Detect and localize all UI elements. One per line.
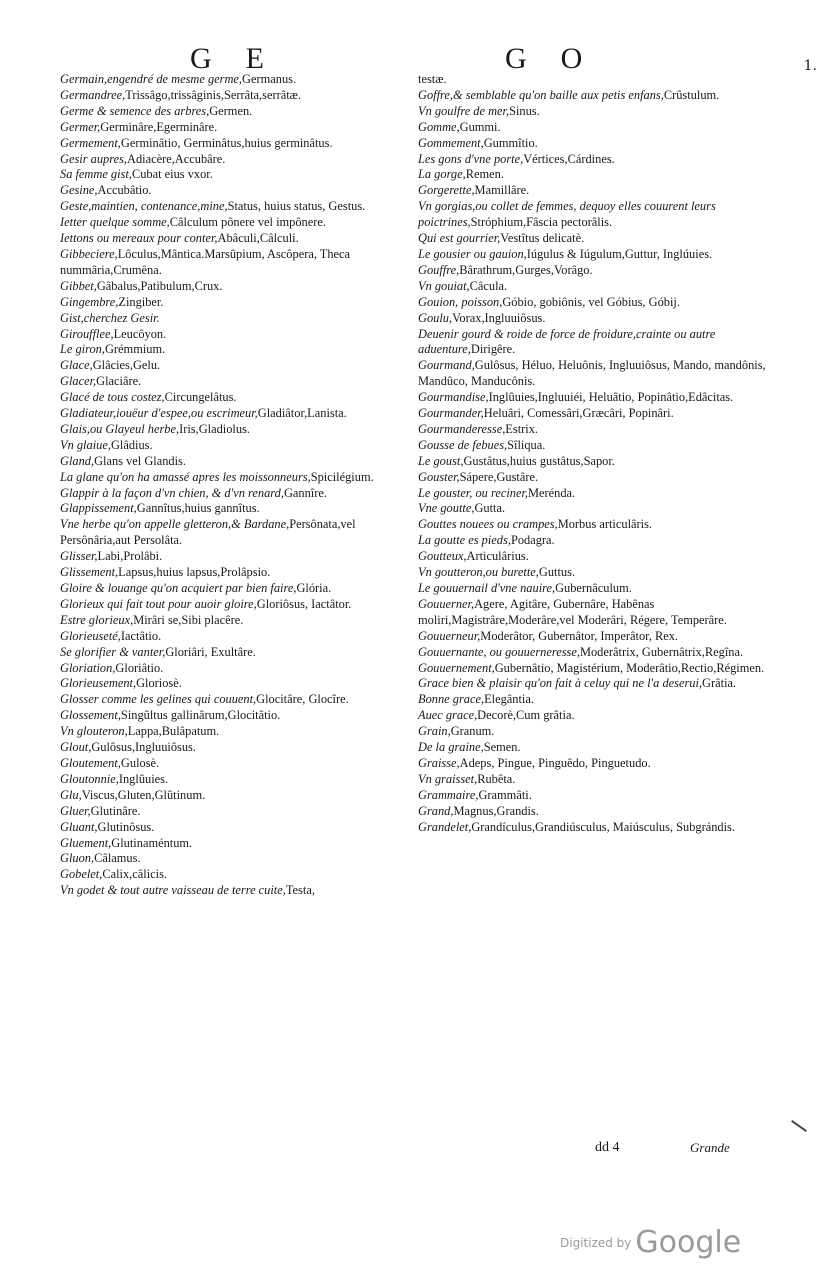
french-headword: Germandree, xyxy=(60,87,126,102)
dictionary-entry xyxy=(418,645,776,661)
dictionary-entry xyxy=(418,756,776,772)
dictionary-entry xyxy=(418,152,776,168)
latin-equivalent: Grâtia. xyxy=(702,676,737,691)
french-headword: Vne goutte, xyxy=(418,501,475,516)
dictionary-entry xyxy=(60,756,410,772)
french-headword: Vn graisset, xyxy=(418,771,478,786)
corner-mark: 1. xyxy=(803,58,817,74)
latin-equivalent: Agere, Agitâre, Gubernâre, Habênas moliri,Magistrâre,Moderâre,vel Moderâri, Régere, Temperâre. xyxy=(418,596,727,627)
french-headword: Germe & semence des arbres, xyxy=(60,103,210,118)
dictionary-entry xyxy=(418,597,776,629)
dictionary-entry xyxy=(60,406,410,422)
latin-equivalent: Germinâre,Egerminâre. xyxy=(100,119,218,134)
dictionary-entry xyxy=(60,820,410,836)
latin-equivalent: Heluâri, Comessâri,Græcâri, Popinâri. xyxy=(483,406,674,421)
dictionary-entry xyxy=(418,247,776,263)
french-headword: La glane qu'on ha amassé apres les moissonneurs, xyxy=(60,469,311,484)
dictionary-entry xyxy=(60,454,410,470)
french-headword: Glorieuseté, xyxy=(60,628,121,643)
dictionary-entry xyxy=(60,565,410,581)
french-headword: Grandelet, xyxy=(418,819,472,834)
dictionary-entry xyxy=(60,231,410,247)
french-headword: Glappissement, xyxy=(60,501,137,516)
dictionary-entry xyxy=(418,104,776,120)
french-headword: Germain,engendré de mesme germe, xyxy=(60,72,243,86)
latin-equivalent: Mamillâre. xyxy=(474,183,530,198)
dictionary-entry xyxy=(418,533,776,549)
dictionary-entry xyxy=(418,263,776,279)
google-logo: Google xyxy=(635,1225,742,1260)
latin-equivalent: Gulosè. xyxy=(120,755,160,770)
latin-equivalent: Sîliqua. xyxy=(507,437,546,452)
french-headword: Goutteux, xyxy=(418,549,467,564)
dictionary-entry xyxy=(418,231,776,247)
latin-equivalent: Decorè,Cum grâtia. xyxy=(477,708,575,723)
right-column xyxy=(418,72,776,836)
dictionary-entry xyxy=(60,613,410,629)
dictionary-entry xyxy=(418,454,776,470)
dictionary-entry xyxy=(60,247,410,279)
french-headword: Glacé de tous costez, xyxy=(60,390,165,405)
latin-equivalent: Gubernâtio, Magistérium, Moderâtio,Rectio,Régimen. xyxy=(494,660,765,675)
french-headword: Gourmand, xyxy=(418,358,475,373)
latin-equivalent: Gubernâculum. xyxy=(555,581,632,595)
latin-equivalent: Status, huius status, Gestus. xyxy=(227,199,366,214)
latin-equivalent: Estrix. xyxy=(505,421,538,436)
dictionary-entry xyxy=(418,486,776,502)
latin-equivalent: Singûltus gallinârum,Glocitâtio. xyxy=(120,708,281,723)
dictionary-entry xyxy=(60,740,410,756)
dictionary-entry xyxy=(418,88,776,104)
latin-equivalent: Glutinôsus. xyxy=(97,819,155,834)
dictionary-entry xyxy=(418,565,776,581)
french-headword: Gloutement, xyxy=(60,755,121,770)
french-headword: Gladiateur,iouëur d'espee,ou escrimeur, xyxy=(60,406,258,421)
latin-equivalent: Persônata,vel Persônâria,aut Persolâta. xyxy=(60,517,356,548)
latin-equivalent: Granum. xyxy=(450,724,495,739)
french-headword: Glais,ou Glayeul herbe, xyxy=(60,421,180,436)
dictionary-entry xyxy=(60,199,410,215)
watermark-prefix: Digitized by xyxy=(560,1235,632,1250)
french-headword: Deuenir gourd & roide de force de froidure,crainte ou autre aduenture, xyxy=(418,326,716,357)
dictionary-entry xyxy=(418,295,776,311)
dictionary-entry xyxy=(418,72,776,88)
signature-mark: dd 4 xyxy=(595,1140,620,1155)
french-headword: Graisse, xyxy=(418,755,460,770)
french-headword: Gloutonnie, xyxy=(60,771,119,786)
french-headword: Se glorifier & vanter, xyxy=(60,644,166,659)
latin-equivalent: Semen. xyxy=(483,740,521,755)
latin-equivalent: Crûstulum. xyxy=(663,87,720,102)
dictionary-entry xyxy=(418,517,776,533)
dictionary-entry xyxy=(418,692,776,708)
dictionary-entry xyxy=(60,88,410,104)
latin-equivalent: Stróphium,Fâscia pectorâlis. xyxy=(470,215,613,230)
latin-equivalent: Câlamus. xyxy=(94,851,141,866)
latin-equivalent: Morbus articulâris. xyxy=(557,517,653,532)
dictionary-entry xyxy=(60,215,410,231)
latin-equivalent: Leucôyon. xyxy=(113,326,167,341)
dictionary-entry xyxy=(418,788,776,804)
latin-equivalent: Câcula. xyxy=(469,278,508,293)
dictionary-entry xyxy=(60,327,410,343)
french-headword: Grammaire, xyxy=(418,787,479,802)
latin-equivalent: Circungelâtus. xyxy=(164,390,237,405)
french-headword: La goutte es pieds, xyxy=(418,533,511,548)
latin-equivalent: Gummîtio. xyxy=(483,135,538,150)
margin-mark xyxy=(791,1120,807,1132)
french-headword: Vne herbe qu'on appelle gletteron,& Bardane, xyxy=(60,517,290,532)
latin-equivalent: Câlculum pônere vel impônere. xyxy=(169,215,326,230)
dictionary-entry xyxy=(60,804,410,820)
dictionary-entry xyxy=(60,645,410,661)
french-headword: Le gouster, ou reciner, xyxy=(418,485,529,500)
dictionary-entry xyxy=(60,295,410,311)
french-headword: Glisser, xyxy=(60,549,98,564)
french-headword: Glout, xyxy=(60,740,92,755)
latin-equivalent: Góbio, gobiônis, vel Góbius, Góbij. xyxy=(502,294,680,309)
french-headword: Le gouuernail d'vne nauire, xyxy=(418,581,556,595)
dictionary-entry xyxy=(60,104,410,120)
latin-equivalent: Gummi. xyxy=(459,119,501,134)
french-headword: Glossement, xyxy=(60,708,121,723)
latin-equivalent: Glaciâre. xyxy=(96,374,142,389)
latin-equivalent: Iris,Gladiolus. xyxy=(179,421,250,436)
dictionary-entry xyxy=(418,438,776,454)
latin-equivalent: Grémmium. xyxy=(104,342,166,357)
latin-equivalent: Gloriâri, Exultâre. xyxy=(165,644,256,659)
latin-equivalent: Moderâtrix, Gubernâtrix,Regîna. xyxy=(579,644,744,659)
french-headword: Glace, xyxy=(60,358,93,373)
latin-equivalent: Glâcies,Gelu. xyxy=(92,358,161,373)
french-headword: Le gousier ou gauion, xyxy=(418,246,527,261)
latin-equivalent: Remen. xyxy=(465,167,504,182)
latin-equivalent: Viscus,Gluten,Glûtinum. xyxy=(81,787,206,802)
latin-equivalent: Glocitâre, Glocîre. xyxy=(256,692,349,707)
french-headword: Gluement, xyxy=(60,835,112,850)
latin-equivalent: Adiacère,Accubâre. xyxy=(127,151,226,166)
french-headword: Gourmandise, xyxy=(418,390,489,405)
latin-equivalent: Adeps, Pingue, Pinguêdo, Pinguetudo. xyxy=(459,755,651,770)
dictionary-entry xyxy=(418,327,776,359)
latin-equivalent: Glâdius. xyxy=(110,437,153,452)
dictionary-entry xyxy=(60,581,410,597)
dictionary-entry xyxy=(60,772,410,788)
latin-equivalent: Dirigêre. xyxy=(470,342,516,357)
dictionary-entry xyxy=(418,804,776,820)
french-headword: Vn gorgias,ou collet de femmes, dequoy elles couurent leurs poictrines, xyxy=(418,199,716,230)
french-headword: Gousse de febues, xyxy=(418,437,508,452)
dictionary-entry xyxy=(60,549,410,565)
dictionary-entry xyxy=(60,438,410,454)
latin-equivalent: Lôculus,Mântica.Marsûpium, Ascôpera, Theca nummâria,Crumêna. xyxy=(60,246,351,277)
french-headword: Gluer, xyxy=(60,803,91,818)
dictionary-entry xyxy=(418,136,776,152)
french-headword: Vn glaiue, xyxy=(60,437,111,452)
latin-equivalent: Germanus. xyxy=(242,72,297,86)
french-headword: Iettons ou mereaux pour conter, xyxy=(60,231,218,246)
dictionary-entry xyxy=(60,708,410,724)
latin-equivalent: Magnus,Grandis. xyxy=(453,803,539,818)
french-headword: Gloire & louange qu'on acquiert par bien faire, xyxy=(60,581,297,595)
french-headword: Bonne grace, xyxy=(418,692,485,707)
dictionary-entry xyxy=(418,740,776,756)
french-headword: Glu, xyxy=(60,787,82,802)
dictionary-entry xyxy=(418,390,776,406)
latin-equivalent: Labi,Prolâbi. xyxy=(97,549,163,564)
latin-equivalent: Gladiâtor,Lanista. xyxy=(257,406,347,421)
latin-equivalent: Gannîre. xyxy=(283,485,327,500)
dictionary-entry xyxy=(60,851,410,867)
french-headword: Glappir à la façon d'vn chien, & d'vn renard, xyxy=(60,485,284,500)
latin-equivalent: Moderâtor, Gubernâtor, Imperâtor, Rex. xyxy=(480,628,679,643)
dictionary-entry xyxy=(418,724,776,740)
latin-equivalent: Abâculi,Câlculi. xyxy=(217,231,299,246)
header-right-letters: GO xyxy=(505,42,617,75)
dictionary-entry xyxy=(60,661,410,677)
french-headword: Grace bien & plaisir qu'on fait à celuy qui ne l'a deserui, xyxy=(418,676,703,691)
french-headword: Vn goulfre de mer, xyxy=(418,103,510,118)
latin-equivalent: Guttus. xyxy=(538,565,576,580)
latin-equivalent: Spicilégium. xyxy=(310,469,374,484)
dictionary-entry xyxy=(60,390,410,406)
latin-equivalent: Vorax,Ingluuiôsus. xyxy=(452,310,546,325)
french-headword: Glorieusement, xyxy=(60,676,137,691)
french-headword: Vn goutteron,ou burette, xyxy=(418,565,539,580)
dictionary-entry xyxy=(418,279,776,295)
dictionary-entry xyxy=(60,486,410,502)
french-headword: Sa femme gist, xyxy=(60,167,132,182)
latin-equivalent: Zingiber. xyxy=(118,294,164,309)
french-headword: Gorgerette, xyxy=(418,183,475,198)
french-headword: Gibbeciere, xyxy=(60,246,118,261)
latin-equivalent: Calix,câlicis. xyxy=(102,867,168,882)
french-headword: Giroufflee, xyxy=(60,326,114,341)
french-headword: Estre glorieux, xyxy=(60,612,134,627)
dictionary-entry xyxy=(418,820,776,836)
french-headword: Qui est gourrier, xyxy=(418,231,501,246)
latin-equivalent: Gulôsus,Ingluuiôsus. xyxy=(91,740,196,755)
latin-equivalent: Sinus. xyxy=(509,103,540,118)
french-headword: Ietter quelque somme, xyxy=(60,215,170,230)
french-headword: Le goust, xyxy=(418,453,464,468)
dictionary-entry xyxy=(60,470,410,486)
french-headword: Glissement, xyxy=(60,565,119,580)
french-headword: Glacer, xyxy=(60,374,97,389)
latin-equivalent: Inglûuies. xyxy=(118,771,169,786)
latin-equivalent: Iúgulus & Iúgulum,Guttur, Inglúuies. xyxy=(526,246,713,261)
dictionary-entry xyxy=(418,549,776,565)
french-headword: Gloriation, xyxy=(60,660,116,675)
french-headword: De la graine, xyxy=(418,740,484,755)
latin-equivalent: Mirâri se,Sibi placêre. xyxy=(133,612,244,627)
dictionary-entry xyxy=(60,72,410,88)
french-headword: Gouster, xyxy=(418,469,460,484)
french-headword: Gouuernement, xyxy=(418,660,495,675)
french-headword: Les gons d'vne porte, xyxy=(418,151,524,166)
dictionary-entry xyxy=(60,374,410,390)
dictionary-entry xyxy=(60,152,410,168)
latin-equivalent: Bârathrum,Gurges,Vorâgo. xyxy=(459,262,593,277)
french-headword: Gouion, poisson, xyxy=(418,294,503,309)
dictionary-entry xyxy=(60,517,410,549)
latin-equivalent: Iactâtio. xyxy=(120,628,162,643)
dictionary-entry xyxy=(418,120,776,136)
dictionary-entry xyxy=(418,311,776,327)
latin-equivalent: Lapsus,huius lapsus,Prolâpsio. xyxy=(118,565,271,580)
french-headword: Gouttes nouees ou crampes, xyxy=(418,517,558,532)
dictionary-entry xyxy=(418,199,776,231)
latin-equivalent: Gloriôsus, Iactâtor. xyxy=(256,596,352,611)
latin-equivalent: Glans vel Glandis. xyxy=(94,453,186,468)
dictionary-entry xyxy=(60,167,410,183)
dictionary-entry xyxy=(418,501,776,517)
dictionary-entry xyxy=(418,167,776,183)
latin-equivalent: Sápere,Gustâre. xyxy=(459,469,539,484)
french-headword: Gesir aupres, xyxy=(60,151,127,166)
dictionary-entry xyxy=(418,661,776,677)
latin-equivalent: Rubêta. xyxy=(477,771,516,786)
french-headword: Gesine, xyxy=(60,183,98,198)
latin-equivalent: Germinâtio, Germinâtus,huius germinâtus. xyxy=(120,135,333,150)
latin-equivalent: Gustâtus,huius gustâtus,Sapor. xyxy=(463,453,615,468)
french-headword: Glosser comme les gelines qui couuent, xyxy=(60,692,257,707)
latin-equivalent: Gutta. xyxy=(474,501,506,516)
french-headword: Gouuerneur, xyxy=(418,628,481,643)
french-headword: Gist,cherchez Gesir. xyxy=(60,310,160,325)
latin-equivalent: Grammâti. xyxy=(478,787,532,802)
french-headword: La gorge, xyxy=(418,167,466,182)
dictionary-entry xyxy=(60,422,410,438)
french-headword: Gland, xyxy=(60,453,95,468)
french-headword: Gluant, xyxy=(60,819,98,834)
latin-equivalent: Vértices,Cárdines. xyxy=(523,151,615,166)
dictionary-entry xyxy=(60,692,410,708)
french-headword: Vn godet & tout autre vaisseau de terre cuite, xyxy=(60,883,286,898)
dictionary-entry xyxy=(60,183,410,199)
latin-equivalent: Accubâtio. xyxy=(97,183,152,198)
french-headword: Gourmander, xyxy=(418,406,484,421)
french-headword: Le giron, xyxy=(60,342,105,357)
dictionary-entry xyxy=(60,120,410,136)
french-headword: Gomme, xyxy=(418,119,460,134)
latin-equivalent: Gulôsus, Héluo, Heluônis, Ingluuiôsus, Mando, mandônis, Mandûco, Manducônis. xyxy=(418,358,766,389)
latin-equivalent: Cubat eius vxor. xyxy=(131,167,213,182)
latin-equivalent: Glória. xyxy=(296,581,332,595)
french-headword: Gluon, xyxy=(60,851,95,866)
french-headword: Gourmanderesse, xyxy=(418,421,506,436)
latin-equivalent: Testa, xyxy=(285,883,315,898)
latin-equivalent: Gâbalus,Patibulum,Crux. xyxy=(96,278,223,293)
dictionary-entry xyxy=(418,470,776,486)
dictionary-entry xyxy=(60,136,410,152)
dictionary-entry xyxy=(60,867,410,883)
latin-equivalent: Glutinâre. xyxy=(90,803,141,818)
french-headword: Goulu, xyxy=(418,310,453,325)
dictionary-entry xyxy=(60,836,410,852)
dictionary-entry xyxy=(60,342,410,358)
french-headword: Germement, xyxy=(60,135,121,150)
latin-equivalent: Gloriâtio. xyxy=(115,660,164,675)
latin-equivalent: Elegântia. xyxy=(484,692,534,707)
french-headword: Vn glouteron, xyxy=(60,724,128,739)
dictionary-entry xyxy=(60,883,410,899)
dictionary-entry xyxy=(60,358,410,374)
header-left-letters: GE xyxy=(190,42,298,75)
french-headword: Gommement, xyxy=(418,135,484,150)
dictionary-entry xyxy=(418,629,776,645)
google-watermark xyxy=(560,1225,741,1260)
latin-equivalent: Lappa,Bulâpatum. xyxy=(127,724,220,739)
dictionary-entry xyxy=(418,581,776,597)
left-column xyxy=(60,72,410,899)
dictionary-entry xyxy=(418,708,776,724)
latin-equivalent: Trissâgo,trissâginis,Serrâta,serrâtæ. xyxy=(125,87,302,102)
dictionary-entry xyxy=(418,406,776,422)
french-headword: Gingembre, xyxy=(60,294,119,309)
dictionary-entry xyxy=(60,279,410,295)
french-headword: Gouuerner, xyxy=(418,596,475,611)
dictionary-entry xyxy=(418,772,776,788)
french-headword: Vn gouiat, xyxy=(418,278,470,293)
latin-equivalent: Glutinaméntum. xyxy=(111,835,193,850)
dictionary-entry xyxy=(60,629,410,645)
latin-equivalent: Inglûuies,Ingluuiéi, Heluâtio, Popinâtio,Edâcitas. xyxy=(488,390,734,405)
french-headword: Auec grace, xyxy=(418,708,478,723)
latin-equivalent: Grandículus,Grandiúsculus, Maiúsculus, Subgrándis. xyxy=(471,819,735,834)
french-headword: Gouffre, xyxy=(418,262,460,277)
french-headword: Goffre,& semblable qu'on baille aux petis enfans, xyxy=(418,87,664,102)
latin-equivalent: Vestîtus delicatè. xyxy=(500,231,585,246)
latin-equivalent: Gloriosè. xyxy=(136,676,182,691)
dictionary-entry xyxy=(418,183,776,199)
french-headword: Gibbet, xyxy=(60,278,97,293)
dictionary-entry xyxy=(418,358,776,390)
dictionary-entry xyxy=(60,311,410,327)
latin-equivalent: Articulârius. xyxy=(466,549,529,564)
dictionary-entry xyxy=(60,501,410,517)
french-headword: Geste,maintien, contenance,mine, xyxy=(60,199,228,214)
catchword: Grande xyxy=(690,1140,730,1155)
latin-equivalent: Podagra. xyxy=(510,533,555,548)
dictionary-entry xyxy=(60,597,410,613)
latin-equivalent: Germen. xyxy=(209,103,253,118)
french-headword: Gobelet, xyxy=(60,867,103,882)
french-headword: Grain, xyxy=(418,724,451,739)
latin-equivalent: testæ. xyxy=(418,72,447,86)
french-headword: Glorieux qui fait tout pour auoir gloire, xyxy=(60,596,257,611)
dictionary-entry xyxy=(60,788,410,804)
french-headword: Germer, xyxy=(60,119,101,134)
french-headword: Grand, xyxy=(418,803,454,818)
dictionary-entry xyxy=(418,676,776,692)
dictionary-entry xyxy=(60,724,410,740)
french-headword: Gouuernante, ou gouuerneresse, xyxy=(418,644,580,659)
latin-equivalent: Merénda. xyxy=(528,485,576,500)
dictionary-entry xyxy=(418,422,776,438)
latin-equivalent: Gannîtus,huius gannîtus. xyxy=(136,501,260,516)
dictionary-entry xyxy=(60,676,410,692)
